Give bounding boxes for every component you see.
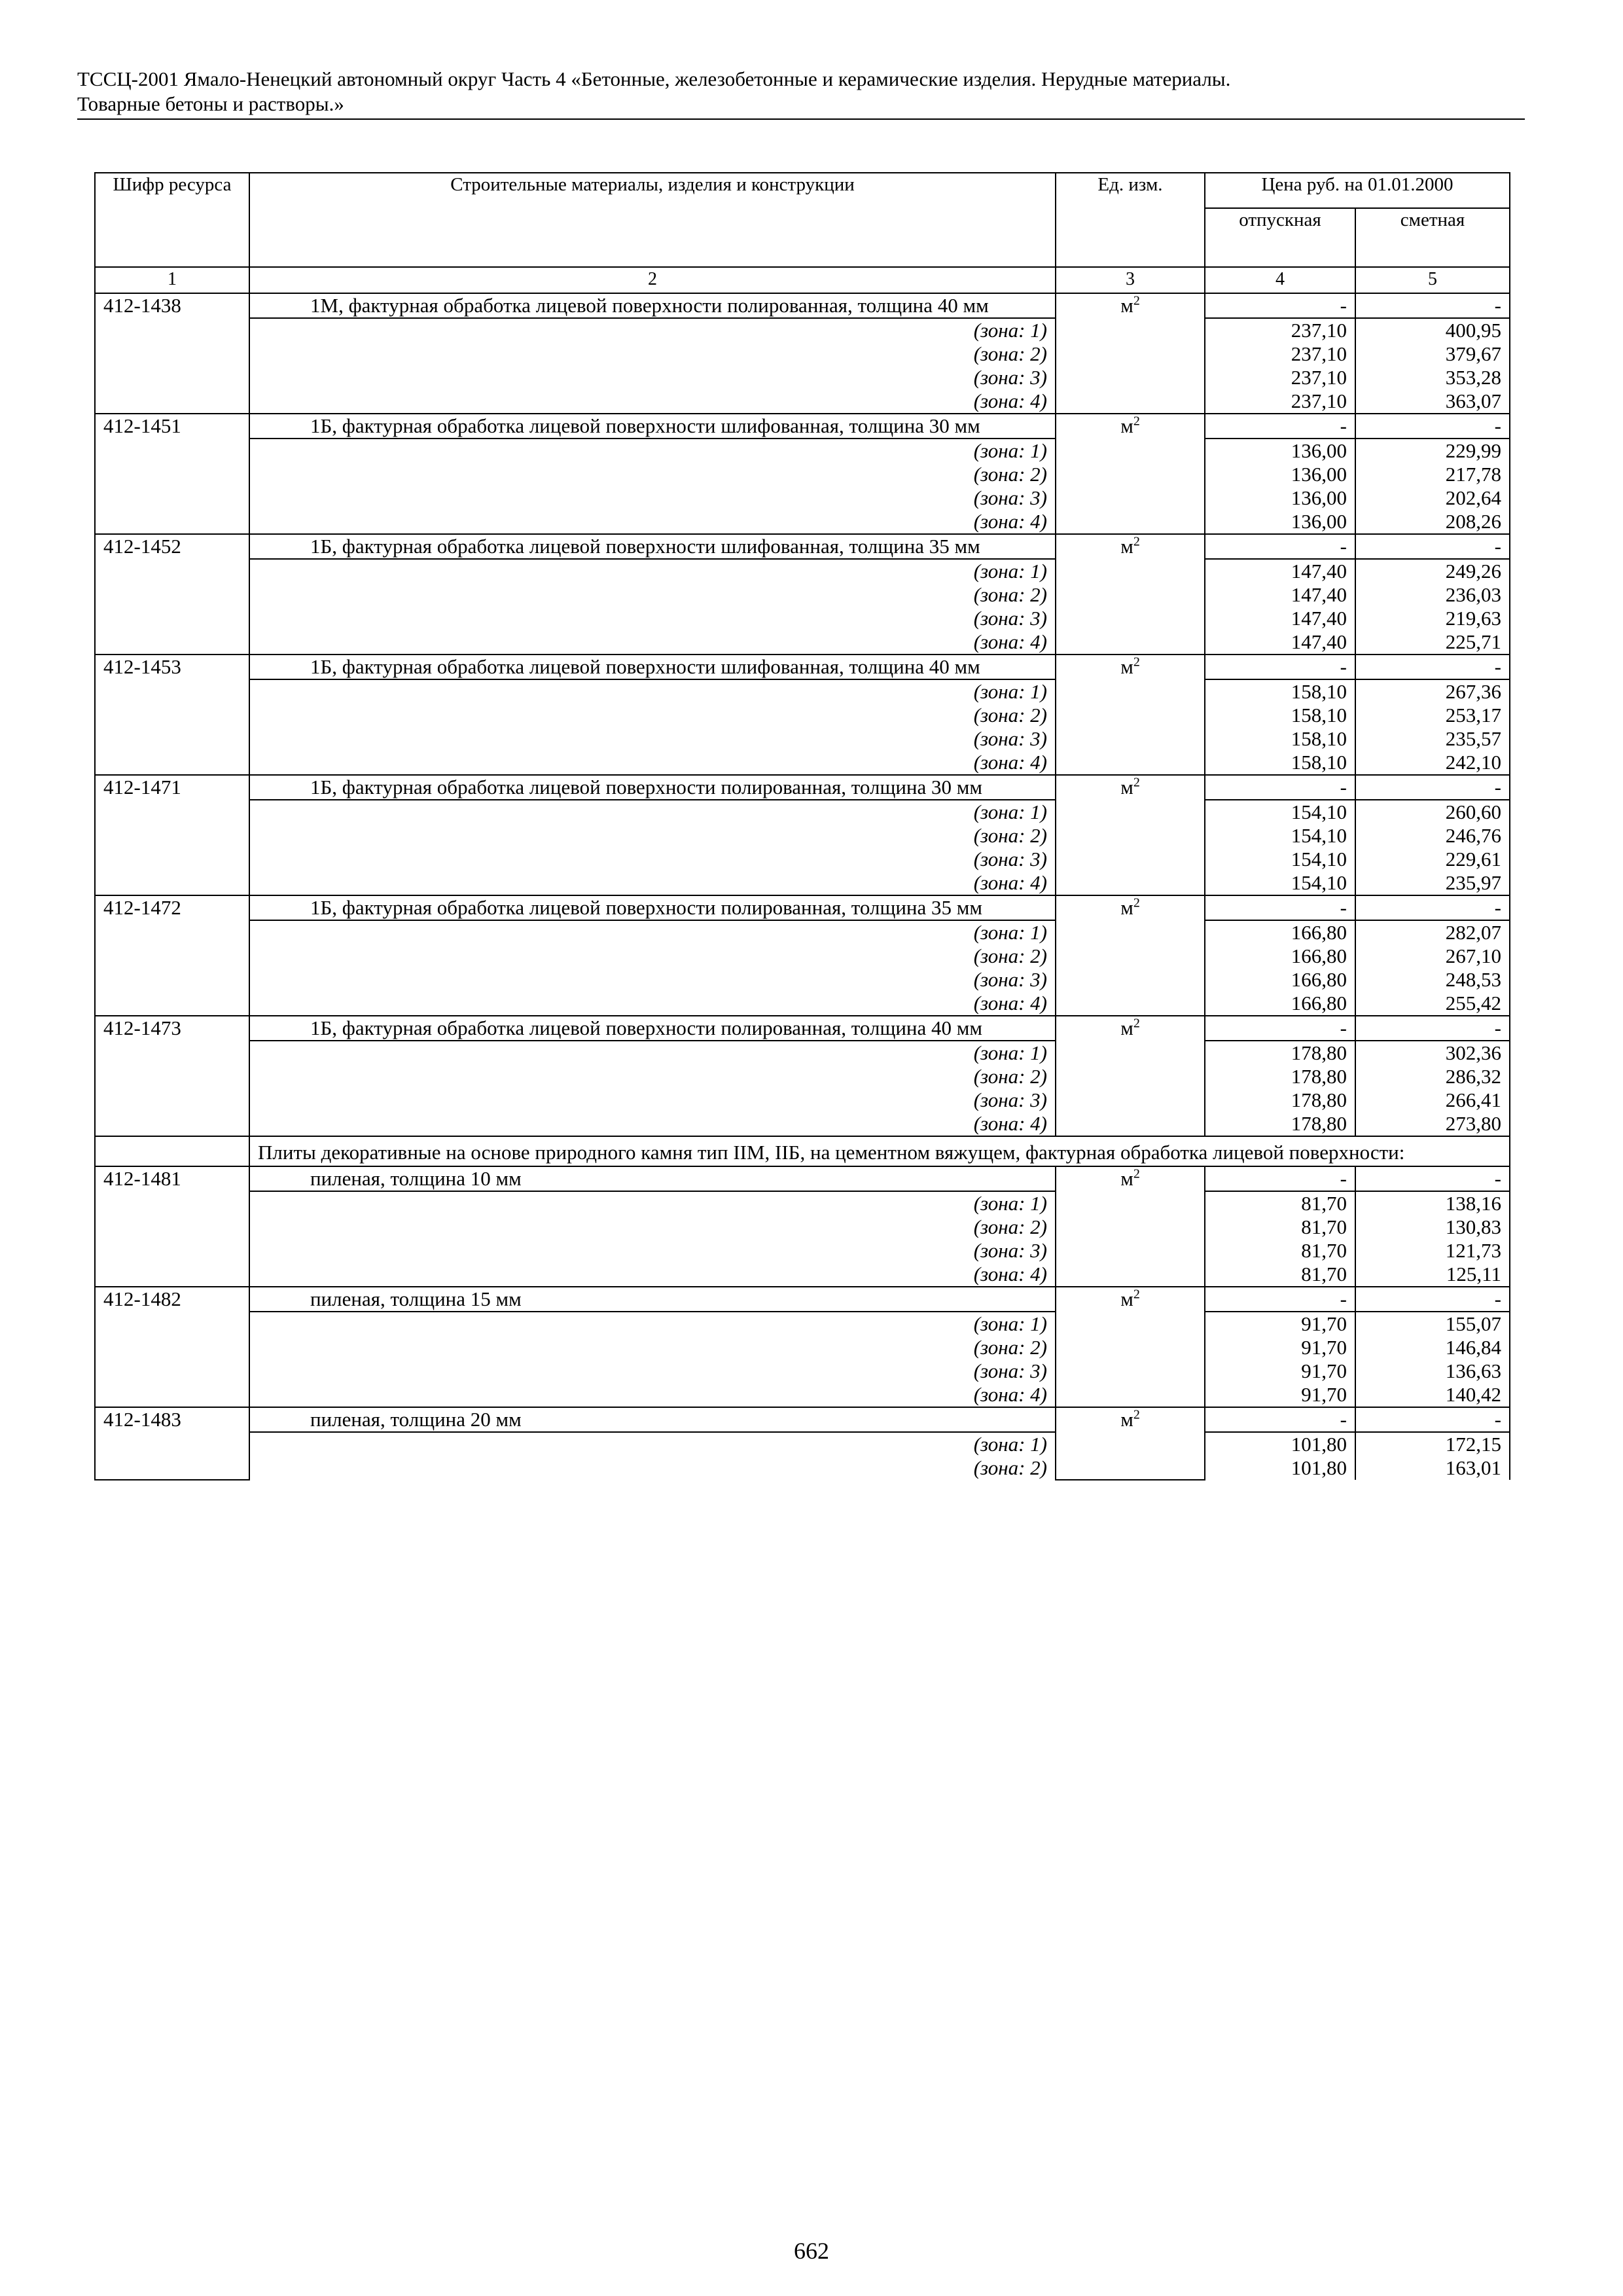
col-num-5: 5 <box>1355 267 1510 293</box>
zone-label: (зона: 2) <box>249 704 1056 727</box>
estimate-price: 266,41 <box>1355 1088 1510 1112</box>
release-price: - <box>1205 414 1355 439</box>
unit-text: м <box>1120 1167 1133 1190</box>
zone-row <box>95 992 1510 1016</box>
release-price: 147,40 <box>1205 630 1355 655</box>
zone-row <box>95 1041 1510 1065</box>
unit-cell <box>1056 293 1205 414</box>
release-price: 166,80 <box>1205 992 1355 1016</box>
material-description: пиленая, толщина 20 мм <box>249 1407 1056 1432</box>
zone-label: (зона: 1) <box>249 920 1056 944</box>
estimate-price: 236,03 <box>1355 583 1510 607</box>
release-price: 147,40 <box>1205 583 1355 607</box>
estimate-price: 282,07 <box>1355 920 1510 944</box>
resource-code: 412-1452 <box>95 534 249 655</box>
estimate-price: 172,15 <box>1355 1432 1510 1456</box>
col-header-estimate: сметная <box>1355 208 1510 267</box>
unit-cell <box>1056 414 1205 534</box>
estimate-price: 286,32 <box>1355 1065 1510 1088</box>
zone-row <box>95 318 1510 342</box>
zone-label: (зона: 1) <box>249 1191 1056 1215</box>
zone-label: (зона: 4) <box>249 510 1056 534</box>
release-price: 147,40 <box>1205 559 1355 583</box>
estimate-price: 260,60 <box>1355 800 1510 824</box>
release-price: - <box>1205 775 1355 800</box>
col-header-price: Цена руб. на 01.01.2000 <box>1205 173 1510 208</box>
unit-exponent: 2 <box>1133 414 1140 429</box>
release-price: 101,80 <box>1205 1432 1355 1456</box>
zone-row <box>95 871 1510 895</box>
unit-cell <box>1056 534 1205 655</box>
zone-label: (зона: 1) <box>249 318 1056 342</box>
material-description: 1Б, фактурная обработка лицевой поверхности полированная, толщина 30 мм <box>249 775 1056 800</box>
release-price: - <box>1205 1407 1355 1432</box>
zone-label: (зона: 2) <box>249 824 1056 848</box>
unit-text: м <box>1120 896 1133 919</box>
group-description: Плиты декоративные на основе природного камня тип IIМ, IIБ, на цементном вяжущем, фактурная обработка лицевой поверхности: <box>249 1136 1510 1166</box>
zone-label: (зона: 2) <box>249 1215 1056 1239</box>
material-description: пиленая, толщина 10 мм <box>249 1166 1056 1191</box>
zone-label: (зона: 3) <box>249 848 1056 871</box>
estimate-price: - <box>1355 414 1510 439</box>
zone-label: (зона: 3) <box>249 366 1056 389</box>
release-price: 136,00 <box>1205 510 1355 534</box>
release-price: 237,10 <box>1205 389 1355 414</box>
zone-row <box>95 1215 1510 1239</box>
zone-row <box>95 1456 1510 1480</box>
table-row <box>95 655 1510 679</box>
material-description: 1Б, фактурная обработка лицевой поверхности шлифованная, толщина 30 мм <box>249 414 1056 439</box>
zone-label: (зона: 4) <box>249 1263 1056 1287</box>
estimate-price: 249,26 <box>1355 559 1510 583</box>
zone-label: (зона: 4) <box>249 389 1056 414</box>
estimate-price: 363,07 <box>1355 389 1510 414</box>
release-price: 158,10 <box>1205 679 1355 704</box>
zone-row <box>95 1432 1510 1456</box>
zone-label: (зона: 2) <box>249 583 1056 607</box>
group-code-empty <box>95 1136 249 1166</box>
estimate-price: 229,61 <box>1355 848 1510 871</box>
zone-label: (зона: 2) <box>249 1065 1056 1088</box>
release-price: 237,10 <box>1205 342 1355 366</box>
zone-label: (зона: 3) <box>249 486 1056 510</box>
estimate-price: - <box>1355 534 1510 559</box>
zone-row <box>95 800 1510 824</box>
estimate-price: 125,11 <box>1355 1263 1510 1287</box>
release-price: 154,10 <box>1205 848 1355 871</box>
zone-label: (зона: 1) <box>249 1041 1056 1065</box>
zone-label: (зона: 1) <box>249 800 1056 824</box>
estimate-price: 255,42 <box>1355 992 1510 1016</box>
zone-label: (зона: 4) <box>249 871 1056 895</box>
zone-row <box>95 463 1510 486</box>
estimate-price: 267,36 <box>1355 679 1510 704</box>
estimate-price: 235,97 <box>1355 871 1510 895</box>
zone-row <box>95 366 1510 389</box>
unit-exponent: 2 <box>1133 655 1140 670</box>
estimate-price: - <box>1355 1407 1510 1432</box>
zone-label: (зона: 3) <box>249 1088 1056 1112</box>
release-price: 178,80 <box>1205 1112 1355 1136</box>
zone-row <box>95 751 1510 775</box>
estimate-price: 267,10 <box>1355 944 1510 968</box>
release-price: - <box>1205 1016 1355 1041</box>
col-num-3: 3 <box>1056 267 1205 293</box>
estimate-price: 136,63 <box>1355 1359 1510 1383</box>
zone-label: (зона: 3) <box>249 727 1056 751</box>
estimate-price: 246,76 <box>1355 824 1510 848</box>
zone-row <box>95 824 1510 848</box>
unit-text: м <box>1120 535 1133 558</box>
resource-code: 412-1438 <box>95 293 249 414</box>
unit-exponent: 2 <box>1133 1016 1140 1031</box>
col-num-4: 4 <box>1205 267 1355 293</box>
unit-text: м <box>1120 1016 1133 1039</box>
estimate-price: - <box>1355 655 1510 679</box>
release-price: 136,00 <box>1205 439 1355 463</box>
material-description: 1Б, фактурная обработка лицевой поверхности полированная, толщина 40 мм <box>249 1016 1056 1041</box>
resource-code: 412-1472 <box>95 895 249 1016</box>
unit-text: м <box>1120 294 1133 317</box>
zone-row <box>95 486 1510 510</box>
release-price: - <box>1205 1287 1355 1312</box>
unit-text: м <box>1120 1287 1133 1310</box>
release-price: 178,80 <box>1205 1065 1355 1088</box>
zone-label: (зона: 3) <box>249 1359 1056 1383</box>
release-price: 91,70 <box>1205 1336 1355 1359</box>
table-row <box>95 534 1510 559</box>
table-row <box>95 1016 1510 1041</box>
table-row <box>95 775 1510 800</box>
unit-exponent: 2 <box>1133 1166 1140 1181</box>
zone-row <box>95 607 1510 630</box>
zone-row <box>95 920 1510 944</box>
estimate-price: 225,71 <box>1355 630 1510 655</box>
release-price: 166,80 <box>1205 968 1355 992</box>
unit-text: м <box>1120 414 1133 437</box>
zone-label: (зона: 1) <box>249 679 1056 704</box>
estimate-price: - <box>1355 895 1510 920</box>
zone-row <box>95 630 1510 655</box>
group-heading-row <box>95 1136 1510 1166</box>
unit-exponent: 2 <box>1133 1407 1140 1422</box>
unit-cell <box>1056 1287 1205 1407</box>
estimate-price: 248,53 <box>1355 968 1510 992</box>
release-price: 136,00 <box>1205 486 1355 510</box>
estimate-price: 163,01 <box>1355 1456 1510 1480</box>
release-price: 166,80 <box>1205 920 1355 944</box>
zone-label: (зона: 4) <box>249 751 1056 775</box>
unit-exponent: 2 <box>1133 775 1140 790</box>
zone-row <box>95 439 1510 463</box>
release-price: 178,80 <box>1205 1041 1355 1065</box>
zone-row <box>95 389 1510 414</box>
column-number-row <box>95 267 1510 293</box>
estimate-price: 121,73 <box>1355 1239 1510 1263</box>
estimate-price: 273,80 <box>1355 1112 1510 1136</box>
estimate-price: - <box>1355 1166 1510 1191</box>
release-price: 136,00 <box>1205 463 1355 486</box>
zone-label: (зона: 2) <box>249 1336 1056 1359</box>
zone-row <box>95 1336 1510 1359</box>
col-header-desc: Строительные материалы, изделия и конструкции <box>249 173 1056 267</box>
zone-label: (зона: 1) <box>249 1432 1056 1456</box>
unit-exponent: 2 <box>1133 293 1140 308</box>
unit-cell <box>1056 1407 1205 1480</box>
zone-row <box>95 968 1510 992</box>
header-line-1: ТССЦ-2001 Ямало-Ненецкий автономный округ Часть 4 «Бетонные, железобетонные и керамические изделия. Нерудные материалы. <box>77 67 1231 90</box>
estimate-price: 242,10 <box>1355 751 1510 775</box>
release-price: 178,80 <box>1205 1088 1355 1112</box>
release-price: 154,10 <box>1205 871 1355 895</box>
zone-row <box>95 510 1510 534</box>
unit-cell <box>1056 655 1205 775</box>
unit-text: м <box>1120 776 1133 798</box>
unit-text: м <box>1120 655 1133 678</box>
zone-row <box>95 704 1510 727</box>
zone-row <box>95 1263 1510 1287</box>
release-price: 166,80 <box>1205 944 1355 968</box>
zone-row <box>95 583 1510 607</box>
release-price: 154,10 <box>1205 824 1355 848</box>
material-description: 1Б, фактурная обработка лицевой поверхности шлифованная, толщина 35 мм <box>249 534 1056 559</box>
zone-row <box>95 727 1510 751</box>
page-number: 662 <box>794 2238 829 2264</box>
estimate-price: 217,78 <box>1355 463 1510 486</box>
estimate-price: 219,63 <box>1355 607 1510 630</box>
zone-label: (зона: 1) <box>249 559 1056 583</box>
estimate-price: - <box>1355 775 1510 800</box>
zone-row <box>95 559 1510 583</box>
zone-row <box>95 1191 1510 1215</box>
resource-code: 412-1473 <box>95 1016 249 1136</box>
estimate-price: 130,83 <box>1355 1215 1510 1239</box>
release-price: - <box>1205 895 1355 920</box>
release-price: 101,80 <box>1205 1456 1355 1480</box>
release-price: 91,70 <box>1205 1312 1355 1336</box>
estimate-price: 202,64 <box>1355 486 1510 510</box>
col-num-2: 2 <box>249 267 1056 293</box>
unit-text: м <box>1120 1408 1133 1431</box>
estimate-price: 155,07 <box>1355 1312 1510 1336</box>
resource-code: 412-1482 <box>95 1287 249 1407</box>
table-row <box>95 414 1510 439</box>
col-header-release: отпускная <box>1205 208 1355 267</box>
price-table <box>94 172 1510 1480</box>
release-price: 158,10 <box>1205 727 1355 751</box>
estimate-price: 146,84 <box>1355 1336 1510 1359</box>
zone-row <box>95 1383 1510 1407</box>
material-description: 1Б, фактурная обработка лицевой поверхности полированная, толщина 35 мм <box>249 895 1056 920</box>
unit-exponent: 2 <box>1133 1287 1140 1302</box>
release-price: - <box>1205 534 1355 559</box>
zone-row <box>95 1065 1510 1088</box>
table-row <box>95 1407 1510 1432</box>
estimate-price: 138,16 <box>1355 1191 1510 1215</box>
zone-label: (зона: 4) <box>249 1112 1056 1136</box>
zone-label: (зона: 4) <box>249 992 1056 1016</box>
zone-label: (зона: 2) <box>249 342 1056 366</box>
unit-cell <box>1056 1016 1205 1136</box>
zone-label: (зона: 3) <box>249 968 1056 992</box>
resource-code: 412-1481 <box>95 1166 249 1287</box>
unit-cell <box>1056 895 1205 1016</box>
table-row <box>95 1287 1510 1312</box>
estimate-price: 140,42 <box>1355 1383 1510 1407</box>
zone-label: (зона: 1) <box>249 1312 1056 1336</box>
material-description: 1М, фактурная обработка лицевой поверхности полированная, толщина 40 мм <box>249 293 1056 318</box>
zone-row <box>95 679 1510 704</box>
table-row <box>95 293 1510 318</box>
resource-code: 412-1453 <box>95 655 249 775</box>
release-price: 81,70 <box>1205 1191 1355 1215</box>
estimate-price: 253,17 <box>1355 704 1510 727</box>
estimate-price: 229,99 <box>1355 439 1510 463</box>
release-price: 237,10 <box>1205 366 1355 389</box>
header-line-2: Товарные бетоны и растворы.» <box>77 92 344 115</box>
estimate-price: 302,36 <box>1355 1041 1510 1065</box>
release-price: 81,70 <box>1205 1263 1355 1287</box>
material-description: 1Б, фактурная обработка лицевой поверхности шлифованная, толщина 40 мм <box>249 655 1056 679</box>
zone-row <box>95 1239 1510 1263</box>
release-price: 158,10 <box>1205 704 1355 727</box>
estimate-price: - <box>1355 293 1510 318</box>
zone-label: (зона: 2) <box>249 1456 1056 1480</box>
table-row <box>95 1166 1510 1191</box>
release-price: 91,70 <box>1205 1383 1355 1407</box>
estimate-price: - <box>1355 1016 1510 1041</box>
table-row <box>95 895 1510 920</box>
release-price: - <box>1205 293 1355 318</box>
zone-label: (зона: 4) <box>249 630 1056 655</box>
unit-cell <box>1056 775 1205 895</box>
estimate-price: 235,57 <box>1355 727 1510 751</box>
resource-code: 412-1471 <box>95 775 249 895</box>
zone-row <box>95 1088 1510 1112</box>
release-price: 237,10 <box>1205 318 1355 342</box>
resource-code: 412-1451 <box>95 414 249 534</box>
release-price: 91,70 <box>1205 1359 1355 1383</box>
zone-label: (зона: 3) <box>249 1239 1056 1263</box>
release-price: 154,10 <box>1205 800 1355 824</box>
resource-code: 412-1483 <box>95 1407 249 1480</box>
col-num-1: 1 <box>95 267 249 293</box>
estimate-price: 379,67 <box>1355 342 1510 366</box>
unit-exponent: 2 <box>1133 534 1140 549</box>
material-description: пиленая, толщина 15 мм <box>249 1287 1056 1312</box>
release-price: - <box>1205 1166 1355 1191</box>
release-price: 81,70 <box>1205 1239 1355 1263</box>
estimate-price: 353,28 <box>1355 366 1510 389</box>
unit-exponent: 2 <box>1133 895 1140 910</box>
zone-row <box>95 1359 1510 1383</box>
release-price: 158,10 <box>1205 751 1355 775</box>
zone-row <box>95 1112 1510 1136</box>
estimate-price: 400,95 <box>1355 318 1510 342</box>
zone-label: (зона: 4) <box>249 1383 1056 1407</box>
zone-label: (зона: 3) <box>249 607 1056 630</box>
zone-label: (зона: 1) <box>249 439 1056 463</box>
zone-row <box>95 848 1510 871</box>
zone-label: (зона: 2) <box>249 944 1056 968</box>
release-price: 147,40 <box>1205 607 1355 630</box>
zone-row <box>95 342 1510 366</box>
zone-row <box>95 1312 1510 1336</box>
unit-cell <box>1056 1166 1205 1287</box>
running-header <box>77 67 1525 120</box>
estimate-price: 208,26 <box>1355 510 1510 534</box>
estimate-price: - <box>1355 1287 1510 1312</box>
col-header-unit: Ед. изм. <box>1056 173 1205 267</box>
zone-row <box>95 944 1510 968</box>
release-price: 81,70 <box>1205 1215 1355 1239</box>
zone-label: (зона: 2) <box>249 463 1056 486</box>
col-header-code: Шифр ресурса <box>95 173 249 267</box>
release-price: - <box>1205 655 1355 679</box>
